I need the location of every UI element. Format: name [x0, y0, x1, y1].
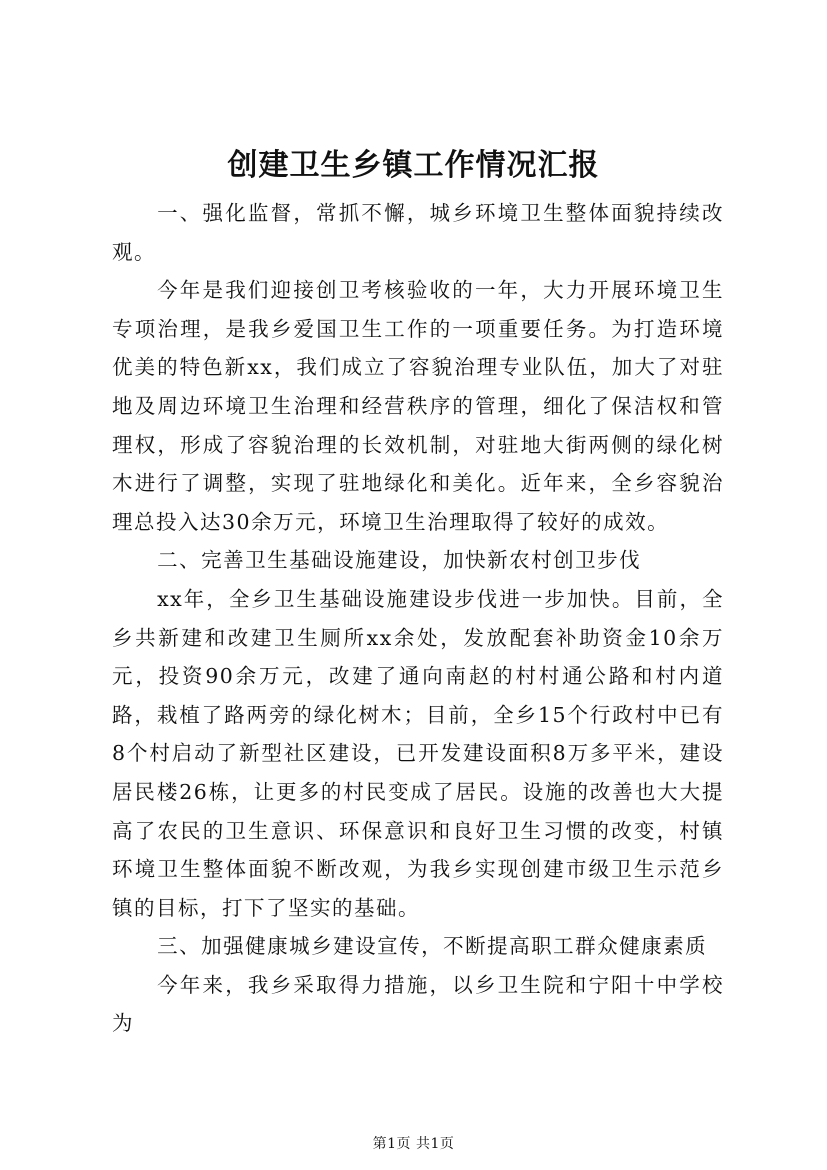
paragraph-1: 今年是我们迎接创卫考核验收的一年，大力开展环境卫生专项治理，是我乡爱国卫生工作的一项重要任务。为打造环境优美的特色新xx，我们成立了容貌治理专业队伍，加大了对驻地及周边环境卫生治理和经营秩序的管理，细化了保洁权和管理权，形成了容貌治理的长效机制，对驻地大街两侧的绿化树木进行了调整，实现了驻地绿化和美化。近年来，全乡容貌治理总投入达30余万元，环境卫生治理取得了较好的成效。: [112, 278, 724, 534]
document-body: [112, 194, 724, 1043]
section-heading-2: 二、完善卫生基础设施建设，加快新农村创卫步伐: [157, 548, 642, 573]
document-title: 创建卫生乡镇工作情况汇报: [227, 148, 600, 183]
section-heading-3: 三、加强健康城乡建设宣传，不断提高职工群众健康素质: [157, 934, 708, 959]
paragraph-2: xx年，全乡卫生基础设施建设步伐进一步加快。目前，全乡共新建和改建卫生厕所xx余处，发放配套补助资金10余万元，投资90余万元，改建了通向南赵的村村通公路和村内道路，栽植了路两旁的绿化树木；目前，全乡15个行政村中已有8个村启动了新型社区建设，已开发建设面积8万多平米，建设居民楼26栋，让更多的村民变成了居民。设施的改善也大大提高了农民的卫生意识、环保意识和良好卫生习惯的改变，村镇环境卫生整体面貌不断改观，为我乡实现创建市级卫生示范乡镇的目标，打下了坚实的基础。: [112, 586, 724, 920]
page-footer: 第1页 共1页: [372, 1136, 455, 1152]
section-heading-1: 一、强化监督，常抓不懈，城乡环境卫生整体面貌持续改观。: [112, 201, 724, 264]
paragraph-3: 今年来，我乡采取得力措施，以乡卫生院和宁阳十中学校为: [112, 972, 724, 1036]
